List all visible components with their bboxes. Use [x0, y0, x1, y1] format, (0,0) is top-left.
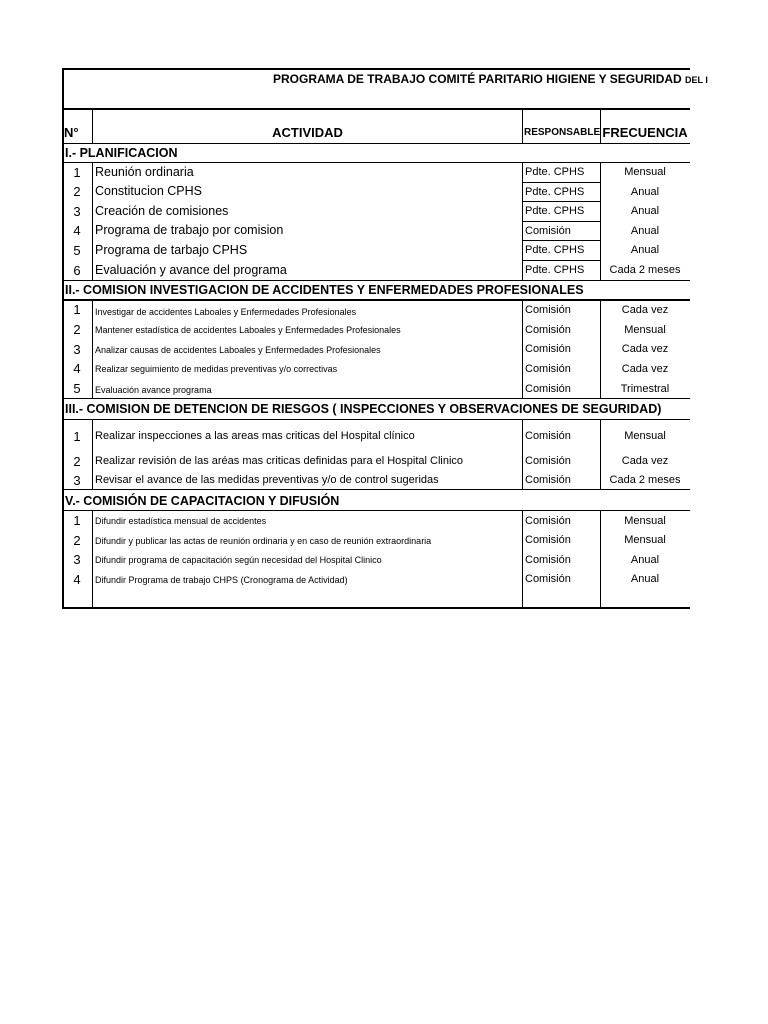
table-border-bottom	[62, 607, 690, 609]
page-title	[273, 73, 708, 85]
row-frequency: Cada 2 meses	[609, 474, 681, 486]
header-divider-activity	[522, 109, 523, 144]
page-title-tail: DEL I	[685, 75, 708, 85]
section1-row-line	[522, 201, 600, 202]
section1-row-line	[522, 240, 600, 241]
header-frequency: FRECUENCIA	[602, 125, 688, 140]
row-number: 4	[73, 223, 81, 238]
section4-title-line	[62, 510, 690, 511]
row-frequency: Anual	[630, 554, 660, 566]
section1-row-line	[522, 221, 600, 222]
title-row-bottom-line	[62, 108, 690, 110]
row-activity: Programa de tarbajo CPHS	[95, 243, 248, 257]
row-number: 3	[73, 473, 81, 488]
row-activity: Analizar causas de accidentes Laboales y Enfermedades Profesionales	[95, 345, 381, 355]
section-title: II.- COMISION INVESTIGACION DE ACCIDENTES Y ENFERMEDADES PROFESIONALES	[65, 283, 584, 297]
section1-title-line	[62, 162, 690, 163]
section1-bottom-line	[62, 280, 690, 281]
page-title-text: PROGRAMA DE TRABAJO COMITÉ PARITARIO HIGIENE Y SEGURIDAD	[273, 72, 682, 86]
row-frequency: Anual	[630, 205, 660, 217]
row-frequency: Cada vez	[621, 363, 669, 375]
row-responsible: Comisión	[525, 225, 571, 237]
row-activity: Evaluación avance programa	[95, 385, 212, 395]
row-activity: Reunión ordinaria	[95, 165, 194, 179]
header-activity: ACTIVIDAD	[272, 125, 343, 140]
row-responsible: Pdte. CPHS	[525, 264, 585, 276]
row-frequency: Cada vez	[621, 343, 669, 355]
row-activity: Difundir y publicar las actas de reunión ordinaria y en caso de reunión extraordinaria	[95, 536, 432, 546]
row-responsible: Pdte. CPHS	[525, 166, 585, 178]
section1-row-line	[522, 182, 600, 183]
row-responsible: Comisión	[525, 430, 571, 442]
row-activity: Constitucion CPHS	[95, 184, 202, 198]
row-frequency: Mensual	[624, 515, 666, 527]
header-responsible: RESPONSABLE	[524, 127, 601, 138]
row-frequency: Cada 2 meses	[609, 264, 681, 276]
table-border-top	[62, 68, 690, 70]
row-frequency: Anual	[630, 186, 660, 198]
row-activity: Revisar el avance de las medidas preventivas y/o de control sugeridas	[95, 474, 439, 486]
row-responsible: Comisión	[525, 455, 571, 467]
row-frequency: Mensual	[624, 324, 666, 336]
row-number: 1	[73, 165, 81, 180]
section3-title-line	[62, 419, 690, 420]
row-responsible: Comisión	[525, 573, 571, 585]
row-activity: Difundir programa de capacitación según necesidad del Hospital Clinico	[95, 555, 382, 565]
row-number: 3	[73, 552, 81, 567]
section3-divider-num	[92, 419, 93, 490]
row-frequency: Mensual	[624, 430, 666, 442]
row-number: 5	[73, 243, 81, 258]
row-frequency: Anual	[630, 573, 660, 585]
section-title: V.- COMISIÓN DE CAPACITACION Y DIFUSIÓN	[65, 494, 340, 508]
row-number: 1	[73, 513, 81, 528]
row-frequency: Mensual	[624, 534, 666, 546]
section4-divider-num	[92, 510, 93, 608]
header-num: N°	[64, 125, 79, 140]
row-number: 4	[73, 361, 81, 376]
row-frequency: Cada vez	[621, 304, 669, 316]
section2-divider-activity	[522, 300, 523, 399]
row-responsible: Comisión	[525, 515, 571, 527]
section-title: III.- COMISION DE DETENCION DE RIESGOS ( INSPECCIONES Y OBSERVACIONES DE SEGURIDAD)	[65, 402, 662, 416]
row-frequency: Anual	[630, 225, 660, 237]
row-activity: Realizar revisión de las aréas mas criticas definidas para el Hospital Clinico	[95, 455, 464, 467]
section2-title-line	[62, 299, 690, 301]
section4-divider-activity	[522, 510, 523, 608]
row-responsible: Comisión	[525, 363, 571, 375]
row-responsible: Comisión	[525, 474, 571, 486]
header-row-bottom-line	[62, 143, 690, 144]
row-activity: Realizar inspecciones a las areas mas criticas del Hospital clínico	[95, 430, 415, 442]
section1-divider-num	[92, 162, 93, 281]
row-responsible: Comisión	[525, 383, 571, 395]
row-activity: Difundir Programa de trabajo CHPS (Cronograma de Actividad)	[95, 575, 348, 585]
row-responsible: Comisión	[525, 343, 571, 355]
row-activity: Creación de comisiones	[95, 204, 229, 218]
row-responsible: Comisión	[525, 554, 571, 566]
row-activity: Programa de trabajo por comision	[95, 223, 284, 237]
section3-divider-activity	[522, 419, 523, 490]
row-responsible: Pdte. CPHS	[525, 205, 585, 217]
row-activity: Evaluación y avance del programa	[95, 263, 287, 277]
row-responsible: Comisión	[525, 324, 571, 336]
row-number: 5	[73, 381, 81, 396]
section3-bottom-line	[62, 489, 690, 490]
row-responsible: Pdte. CPHS	[525, 186, 585, 198]
row-number: 2	[73, 454, 81, 469]
row-frequency: Trimestral	[620, 383, 670, 395]
row-activity: Difundir estadística mensual de accidentes	[95, 516, 267, 526]
row-frequency: Mensual	[624, 166, 666, 178]
row-number: 4	[73, 572, 81, 587]
section2-bottom-line	[62, 398, 690, 399]
row-number: 2	[73, 533, 81, 548]
row-responsible: Pdte. CPHS	[525, 244, 585, 256]
row-activity: Realizar seguimiento de medidas preventivas y/o correctivas	[95, 364, 338, 374]
section2-divider-num	[92, 300, 93, 399]
section-title: I.- PLANIFICACION	[65, 146, 178, 160]
row-number: 3	[73, 342, 81, 357]
row-responsible: Comisión	[525, 534, 571, 546]
section1-row-line	[522, 260, 600, 261]
row-activity: Mantener estadística de accidentes Laboales y Enfermedades Profesionales	[95, 325, 401, 335]
section1-divider-responsible	[600, 162, 601, 281]
row-number: 1	[73, 302, 81, 317]
row-responsible: Comisión	[525, 304, 571, 316]
row-number: 2	[73, 184, 81, 199]
row-frequency: Cada vez	[621, 455, 669, 467]
row-number: 3	[73, 204, 81, 219]
row-number: 6	[73, 263, 81, 278]
row-number: 1	[73, 429, 81, 444]
row-number: 2	[73, 322, 81, 337]
table-border-left	[62, 68, 64, 609]
row-activity: Investigar de accidentes Laboales y Enfermedades Profesionales	[95, 307, 357, 317]
row-frequency: Anual	[630, 244, 660, 256]
